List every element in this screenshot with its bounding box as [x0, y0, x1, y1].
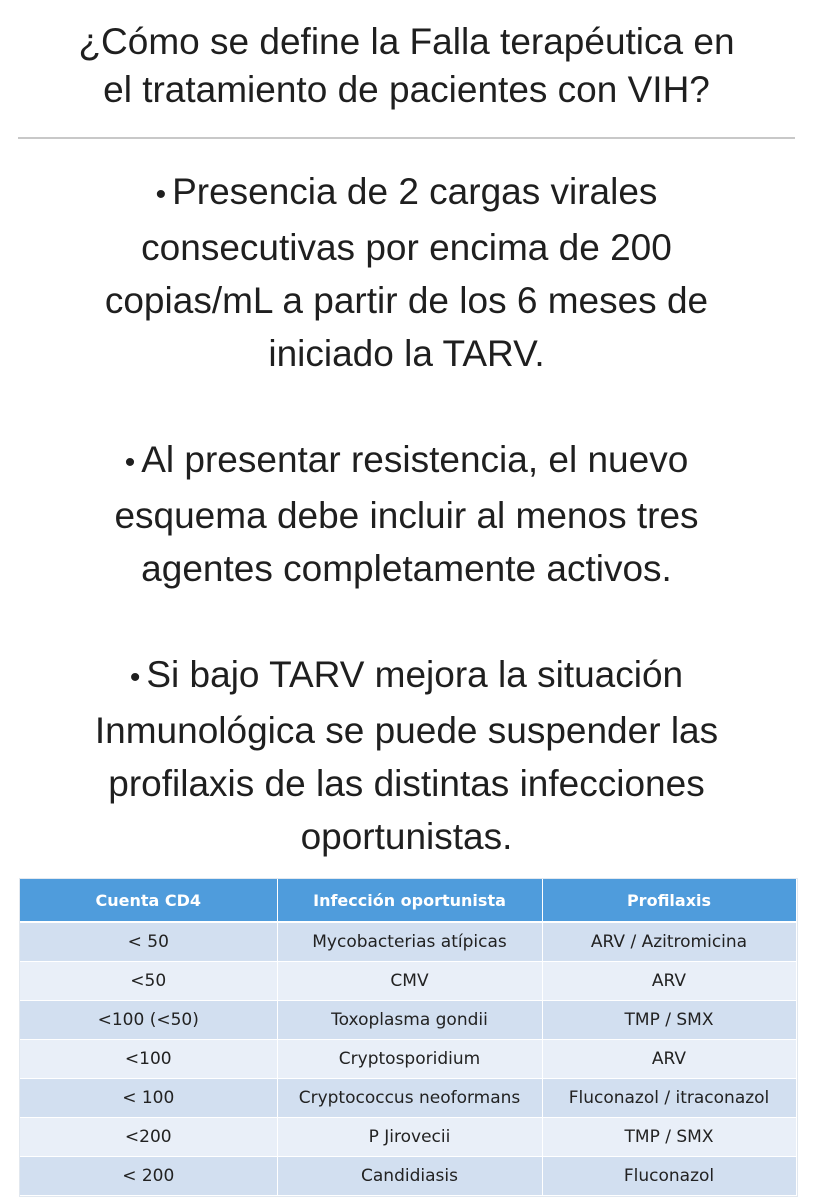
table-row: [20, 1157, 796, 1196]
cell-prophylaxis: ARV / Azitromicina: [542, 922, 796, 962]
cell-prophylaxis: TMP / SMX: [542, 1118, 796, 1157]
bullet-text: Presencia de 2 cargas virales: [172, 171, 658, 212]
table-row: [20, 962, 796, 1001]
header-cuenta-cd4: Cuenta CD4: [20, 879, 277, 922]
bullet-item-3: [30, 648, 783, 863]
cell-cd4: < 200: [20, 1157, 277, 1196]
cell-prophylaxis: ARV: [542, 1040, 796, 1079]
bullet-dot-icon: •: [155, 178, 167, 211]
bullet-text: profilaxis de las distintas infecciones: [108, 763, 705, 804]
bullet-text: Al presentar resistencia, el nuevo: [141, 439, 689, 480]
bullet-text: copias/mL a partir de los 6 meses de: [104, 280, 709, 321]
title-line-2: el tratamiento de pacientes con VIH?: [103, 69, 710, 110]
cell-cd4: < 50: [20, 922, 277, 962]
bullet-item-2: [30, 433, 783, 595]
bullet-dot-icon: •: [129, 661, 141, 694]
bullet-item-1: [30, 165, 783, 380]
table-row: [20, 1001, 796, 1040]
cell-cd4: <200: [20, 1118, 277, 1157]
table-header-row: [20, 879, 796, 922]
cell-infection: Cryptococcus neoformans: [277, 1079, 542, 1118]
cell-infection: Cryptosporidium: [277, 1040, 542, 1079]
divider: [18, 137, 795, 139]
title-line-1: ¿Cómo se define la Falla terapéutica en: [78, 21, 735, 62]
bullet-list: [30, 165, 783, 916]
bullet-text: oportunistas.: [300, 816, 513, 857]
bullet-text: Si bajo TARV mejora la situación: [146, 654, 684, 695]
bullet-text: agentes completamente activos.: [141, 548, 672, 589]
cell-prophylaxis: TMP / SMX: [542, 1001, 796, 1040]
cell-cd4: <50: [20, 962, 277, 1001]
table-row: [20, 1040, 796, 1079]
cell-cd4: < 100: [20, 1079, 277, 1118]
cell-infection: P Jirovecii: [277, 1118, 542, 1157]
cell-prophylaxis: Fluconazol: [542, 1157, 796, 1196]
cell-cd4: <100: [20, 1040, 277, 1079]
page-title: [0, 18, 813, 114]
cell-cd4: <100 (<50): [20, 1001, 277, 1040]
cell-prophylaxis: Fluconazol / itraconazol: [542, 1079, 796, 1118]
bullet-text: Inmunológica se puede suspender las: [94, 710, 719, 751]
cell-infection: Candidiasis: [277, 1157, 542, 1196]
cell-infection: Toxoplasma gondii: [277, 1001, 542, 1040]
table-row: [20, 1079, 796, 1118]
table-row: [20, 922, 796, 962]
header-profilaxis: Profilaxis: [542, 879, 796, 922]
cell-infection: Mycobacterias atípicas: [277, 922, 542, 962]
bullet-text: esquema debe incluir al menos tres: [114, 495, 699, 536]
header-infeccion-oportunista: Infección oportunista: [277, 879, 542, 922]
cell-infection: CMV: [277, 962, 542, 1001]
cell-prophylaxis: ARV: [542, 962, 796, 1001]
table-row: [20, 1118, 796, 1157]
cd4-prophylaxis-table: [20, 879, 797, 1196]
bullet-text: consecutivas por encima de 200: [141, 227, 672, 268]
bullet-dot-icon: •: [124, 446, 136, 479]
bullet-text: iniciado la TARV.: [268, 333, 545, 374]
